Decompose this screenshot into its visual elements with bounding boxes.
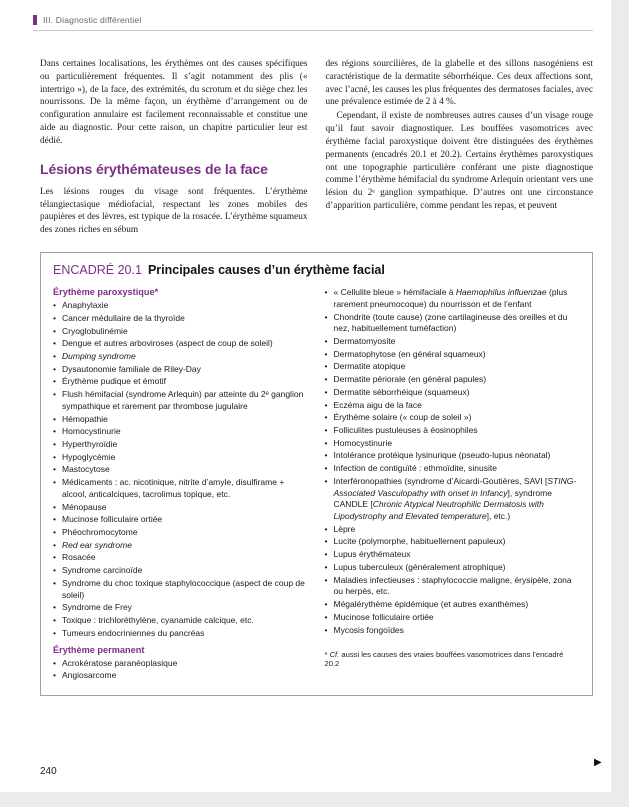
- header-accent-bar: [33, 15, 37, 25]
- list-heading-paroxystique: Érythème paroxystique*: [53, 287, 159, 298]
- list-item: • Red ear syndrome: [53, 540, 309, 552]
- paragraph: Les lésions rouges du visage sont fréquentes. L’érythème télangiectasique médiofacial, respectant les zones mobiles des paupières et des lèvres, est typique de la rosacée. L’érythème squameux des zones riches en sébum: [40, 186, 308, 236]
- list-item: • Hémopathie: [53, 414, 309, 426]
- list-item: • Chondrite (toute cause) (zone cartilagineuse des oreilles et du nez, habituellement tuméfaction): [325, 312, 581, 335]
- list-item: • Dermatite périorale (en général papules): [325, 374, 581, 386]
- paragraph: des régions sourcilières, de la glabelle et des sillons nasogéniens est caractéristique de la dermatite séborrhéique. Ces deux affections sont, avec l’acné, les causes les plus fréquentes des dermatoses faciales, avec une prévalence estimée de 2 à 4 %.: [325, 59, 593, 108]
- list-item: • Homocystinurie: [325, 438, 581, 450]
- list-item: • Mucinose folliculaire ortiée: [325, 612, 581, 624]
- list-item: • Folliculites pustuleuses à éosinophiles: [325, 425, 581, 437]
- list-item: • Ménopause: [53, 502, 309, 514]
- list-item: • Dengue et autres arboviroses (aspect de coup de soleil): [53, 338, 309, 350]
- encadre-header: [53, 263, 580, 277]
- list-item: • Mastocytose: [53, 464, 309, 476]
- list-item: • Syndrome carcinoïde: [53, 565, 309, 577]
- body-column-right: [326, 58, 594, 237]
- list-item: • Dermatomyosite: [325, 336, 581, 348]
- list-heading-permanent: Érythème permanent: [53, 644, 145, 655]
- list-item: • Rosacée: [53, 552, 309, 564]
- list-item: • Lucite (polymorphe, habituellement papuleux): [325, 536, 581, 548]
- running-header: [33, 14, 593, 25]
- list-item: • Mycosis fongoïdes: [325, 625, 581, 637]
- list-item: • Dysautonomie familiale de Riley-Day: [53, 364, 309, 376]
- encadre-column-right: [325, 287, 581, 683]
- list-item: • Interféronopathies (syndrome d’Aicardi-Goutières, SAVI [STING-Associated Vasculopathy with onset in Infancy], syndrome CANDLE [Chronic Atypical Neutrophilic Dermatosis with Lipodystrophy and Elevated temperature], etc.): [325, 476, 581, 523]
- bullet-list-right: [325, 287, 581, 636]
- body-column-left: [40, 58, 308, 237]
- running-header-label: III. Diagnostic différentiel: [43, 14, 142, 25]
- list-item: • Lèpre: [325, 524, 581, 536]
- list-item: • Acrokératose paranéoplasique: [53, 658, 309, 670]
- list-item: • Maladies infectieuses : staphylococcie maligne, érysipèle, zona ou herpès, etc.: [325, 575, 581, 598]
- bullet-list-paroxystique: [53, 300, 309, 639]
- footnote-cf: Cf.: [329, 650, 340, 660]
- list-item: • Intolérance protéique lysinurique (pseudo-lupus néonatal): [325, 450, 581, 462]
- encadre-box: [40, 252, 593, 696]
- paragraph: Cependant, il existe de nombreuses autres causes d’un visage rouge qu’il faut savoir diagnostiquer. Les bouffées vasomotrices avec érythème facial paroxystique doivent être distinguées des érythèmes permanents (encadrés 20.1 et 20.2). Certains érythèmes paroxystiques ont une topographie particulière conférant une piste diagnostique comme l’érythème hémifacial du syndrome Arlequin orientant vers une lésion du 2ᵉ ganglion sympathique. D’autres ont une circonstance d’apparition particulière, comme pendant les repas, et peuvent: [325, 111, 593, 212]
- footnote-marker: *: [324, 650, 330, 660]
- list-item: • Flush hémifacial (syndrome Arlequin) par atteinte du 2ᵉ ganglion sympathique et rarement par thrombose jugulaire: [53, 389, 309, 412]
- list-item: • Angiosarcome: [53, 670, 309, 682]
- list-item: • Dermatophytose (en général squameux): [325, 349, 581, 361]
- list-item: • Érythème solaire (« coup de soleil »): [325, 412, 581, 424]
- header-rule: [33, 30, 593, 31]
- list-item: • Érythème pudique et émotif: [53, 376, 309, 388]
- list-item: • Cancer médullaire de la thyroïde: [53, 313, 309, 325]
- list-item: • Syndrome du choc toxique staphylococcique (aspect de coup de soleil): [53, 578, 309, 601]
- section-title: Lésions érythémateuses de la face: [40, 160, 268, 177]
- list-item: • Tumeurs endocriniennes du pancréas: [53, 628, 309, 640]
- list-item: • Hypoglycémie: [53, 452, 309, 464]
- list-item: • Médicaments : ac. nicotinique, nitrite d’amyle, disulfirame + alcool, anticalciques, tacrolimus topique, etc.: [53, 477, 309, 500]
- list-item: • Mégalérythème épidémique (et autres exanthèmes): [325, 599, 581, 611]
- list-item: • Cryoglobulinémie: [53, 326, 309, 338]
- bullet-list-permanent: [53, 658, 309, 682]
- footnote-text: aussi les causes des vraies bouffées vasomotrices dans l’encadré 20.2: [324, 650, 564, 669]
- page-number: 240: [40, 766, 57, 777]
- list-item: • Mucinose folliculaire ortiée: [53, 514, 309, 526]
- list-item: • Phéochromocytome: [53, 527, 309, 539]
- encadre-columns: [53, 287, 580, 683]
- encadre-footnote: [325, 650, 581, 668]
- encadre-column-left: [53, 287, 309, 683]
- list-item: • « Cellulite bleue » hémifaciale à Haemophilus influenzae (plus rarement pneumocoque) du nourrisson et de l’enfant: [325, 287, 581, 310]
- list-item: • Dermatite séborrhéique (squameux): [325, 387, 581, 399]
- list-item: • Lupus tuberculeux (généralement atrophique): [325, 562, 581, 574]
- list-item: • Lupus érythémateux: [325, 549, 581, 561]
- paragraph: Dans certaines localisations, les érythèmes ont des causes spécifiques ou particulièrement fréquentes. Il s’agit notamment des plis (« intertrigo »), de la face, des extrémités, du scrotum et du siège chez les nourrissons. De la même façon, un érythème d’arrangement ou de configuration annulaire est facilement reconnaissable et constitue une aide au diagnostic. Pour cette raison, un chapitre particulier leur est dédié.: [40, 59, 308, 146]
- list-item: • Syndrome de Frey: [53, 602, 309, 614]
- body-columns: [40, 58, 593, 237]
- encadre-title: Principales causes d’un érythème facial: [147, 263, 385, 278]
- list-item: • Toxique : trichloréthylène, cyanamide calcique, etc.: [53, 615, 309, 627]
- list-item: • Eczéma aigu de la face: [325, 400, 581, 412]
- encadre-label: ENCADRÉ 20.1: [53, 263, 142, 278]
- list-item: • Homocystinurie: [53, 426, 309, 438]
- list-item: • Anaphylaxie: [53, 300, 309, 312]
- list-item: • Infection de contiguïté : ethmoïdite, sinusite: [325, 463, 581, 475]
- list-item: • Dermatite atopique: [325, 361, 581, 373]
- list-item: • Hyperthyroïdie: [53, 439, 309, 451]
- continued-arrow-icon: ▶: [594, 757, 602, 768]
- list-item: • Dumping syndrome: [53, 351, 309, 363]
